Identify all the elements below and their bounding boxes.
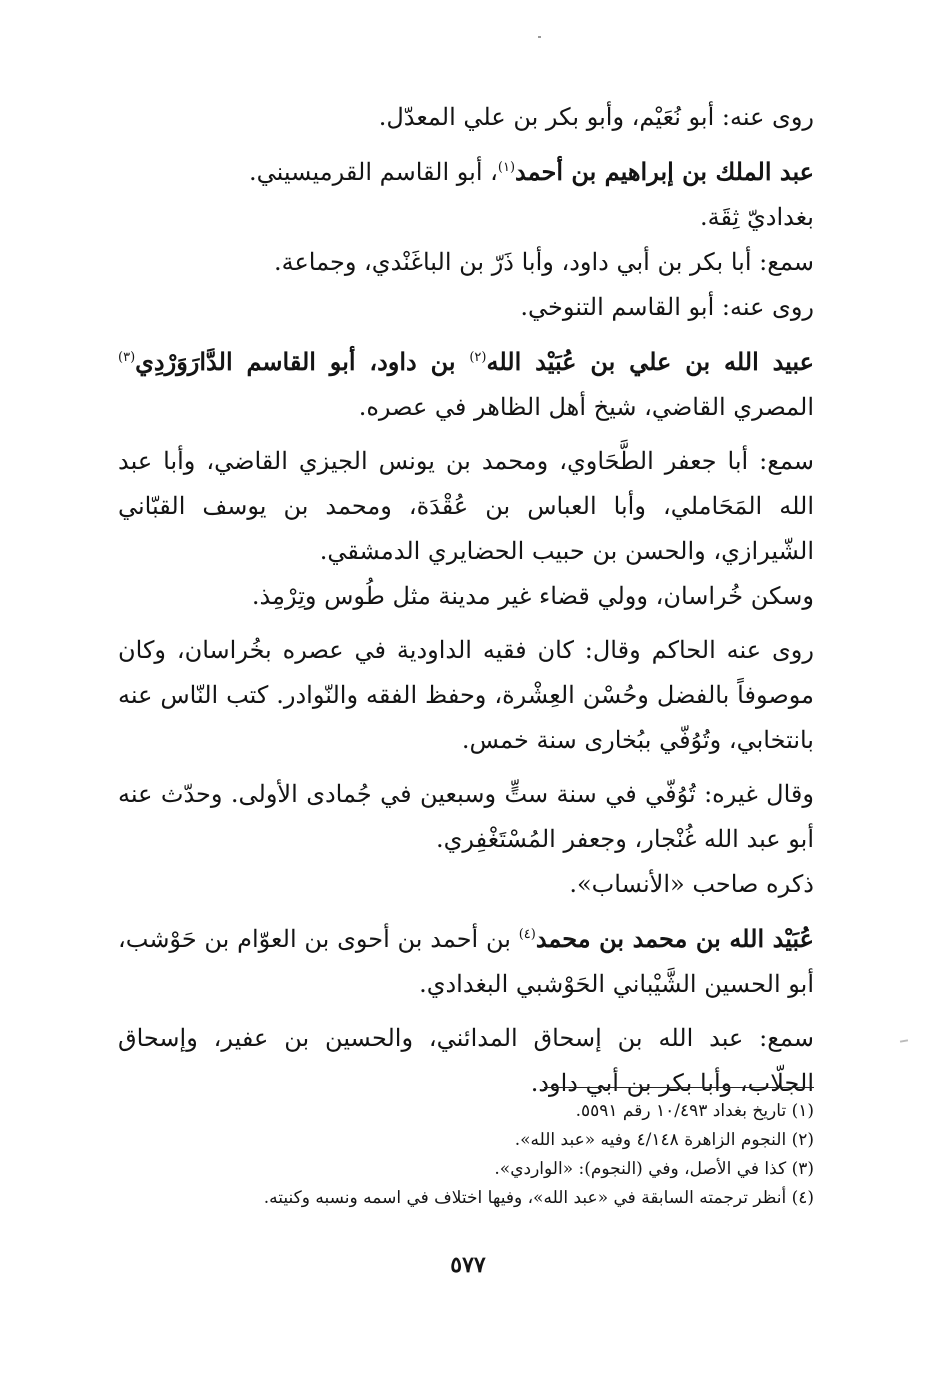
entry-name: عُبَيْد الله بن محمد بن محمد: [535, 924, 814, 953]
footnote: (٢) النجوم الزاهرة ٤/١٤٨ وفيه «عبد الله».: [514, 1130, 814, 1150]
footnote: (٤) أنظر ترجمته السابقة في «عبد الله»، وفيها اختلاف في اسمه ونسبه وكنيته.: [263, 1188, 814, 1208]
footnote: (١) تاريخ بغداد ١٠/٤٩٣ رقم ٥٥٩١.: [575, 1101, 814, 1121]
footnote-marker: (٣): [118, 350, 136, 365]
entry-name: عبد الملك بن إبراهيم بن أحمد: [515, 157, 814, 186]
entry-name: عبيد الله بن علي بن عُبَيْد الله: [486, 347, 814, 376]
footnote-marker: (١): [497, 160, 516, 175]
scan-speck: [900, 1039, 908, 1042]
scan-speck: [538, 36, 541, 38]
footnotes: [118, 1097, 814, 1213]
paragraph: روى عنه: أبو نُعَيْم، وأبو بكر بن علي المعدّل.: [378, 103, 814, 131]
footnote-marker: (٤): [518, 927, 536, 942]
main-text: [118, 95, 814, 1106]
paragraph: روى عنه: أبو القاسم التنوخي.: [520, 293, 814, 321]
footnote-marker: (٢): [469, 350, 487, 365]
page-number: ٥٧٧: [450, 1252, 486, 1278]
paragraph: سمع: عبد الله بن إسحاق المدائني، والحسين بن عفير، وإسحاق الجلّاب، وأبا بكر بن أبي داود.: [118, 1024, 814, 1097]
paragraph: ذكره صاحب «الأنساب».: [569, 870, 814, 898]
footnote: (٣) كذا في الأصل، وفي (النجوم): «الواردي».: [494, 1159, 814, 1179]
paragraph: وقال غيره: تُوُفّي في سنة ستٍّ وسبعين في جُمادى الأولى. وحدّث عنه أبو عبد الله غُنْجار، وجعفر المُسْتَغْفِري.: [118, 780, 814, 853]
paragraph: سمع: أبا جعفر الطَّحَاوي، ومحمد بن يونس الجيزي القاضي، وأبا عبد الله المَحَاملي، وأبا العباس بن عُقْدَة، ومحمد بن يوسف القبّاني الشّيرازي، والحسن بن حبيب الحضايري الدمشقي.: [118, 447, 814, 565]
paragraph: بغداديّ ثِقَة.: [700, 203, 814, 231]
paragraph: سمع: أبا بكر بن أبي داود، وأبا ذَرّ بن الباغَنْدي، وجماعة.: [273, 248, 814, 276]
biography-entry: عُبَيْد الله بن محمد بن محمد$^{(٤)}$ بن أحمد بن أحوى بن العوّام بن حَوْشب، أبو الحسين الشَّيْباني الحَوْشبي البغدادي.: [118, 924, 814, 998]
paragraph: روى عنه الحاكم وقال: كان فقيه الداودية في عصره بخُراسان، وكان موصوفاً بالفضل وحُسْن العِشْرة، وحفظ الفقه والنّوادر. كتب النّاس عنه بانتخابي، وتُوُفّي ببُخارى سنة خمس.: [118, 636, 814, 754]
biography-entry: عبيد الله بن علي بن عُبَيْد الله$^{(٢)}$ بن داود، أبو القاسم الدَّارَوَرْدِي$^{(٣)}$ المصري القاضي، شيخ أهل الظاهر في عصره.: [118, 347, 814, 421]
footnote-divider: [544, 1087, 814, 1088]
biography-entry: عبد الملك بن إبراهيم بن أحمد$^{(١)}$، أبو القاسم القرميسيني.: [249, 157, 814, 186]
paragraph: وسكن خُراسان، وولي قضاء غير مدينة مثل طُوس وتِرْمِذ.: [251, 582, 814, 610]
